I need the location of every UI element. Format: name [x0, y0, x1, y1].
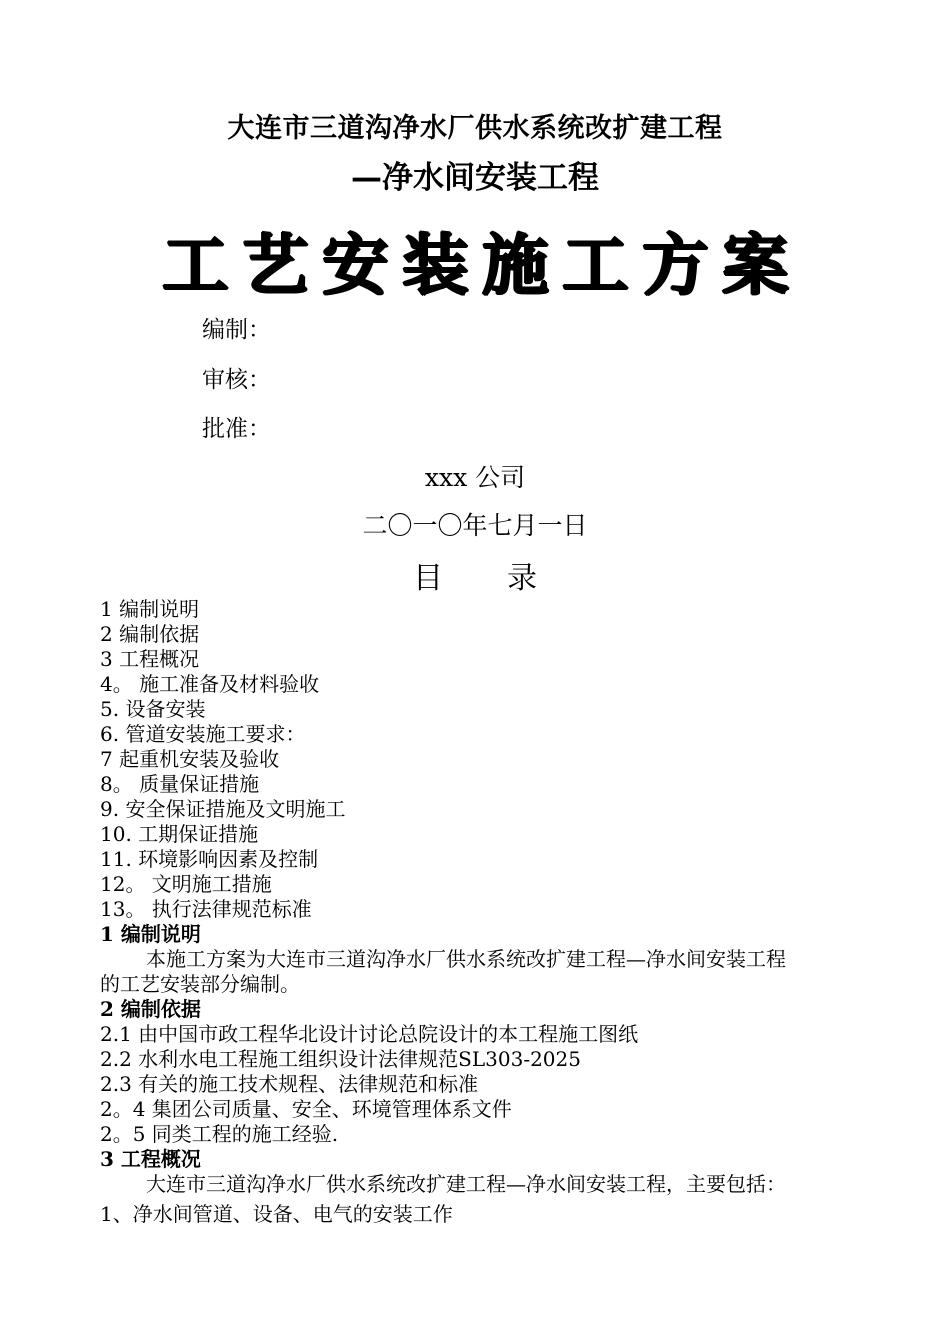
paragraph-line: 本施工方案为大连市三道沟净水厂供水系统改扩建工程—净水间安装工程	[146, 947, 786, 971]
paragraph-line: 大连市三道沟净水厂供水系统改扩建工程—净水间安装工程，主要包括：	[146, 1172, 786, 1196]
toc-title-right: 录	[507, 561, 537, 596]
list-item: 2.1 由中国市政工程华北设计讨论总院设计的本工程施工图纸	[100, 1022, 639, 1046]
toc-title-left: 目	[413, 561, 443, 596]
toc-item: 4。 施工准备及材料验收	[100, 672, 320, 696]
section-heading: 3 工程概况	[100, 1147, 201, 1171]
toc-item: 7 起重机安装及验收	[100, 747, 280, 771]
sub-title: —净水间安装工程	[351, 160, 599, 196]
document-title: 工艺安装施工方案	[162, 226, 802, 304]
list-item: 1、净水间管道、设备、电气的安装工作	[100, 1202, 453, 1226]
project-title: 大连市三道沟净水厂供水系统改扩建工程	[227, 113, 723, 144]
document-date: 二〇一〇年七月一日	[362, 511, 588, 540]
toc-title	[0, 553, 950, 597]
toc-item: 8。 质量保证措施	[100, 772, 260, 796]
approved-by-label: 批准：	[202, 416, 271, 442]
toc-item: 6. 管道安装施工要求：	[100, 722, 306, 746]
toc-item: 9. 安全保证措施及文明施工	[100, 797, 346, 821]
toc-item: 12。 文明施工措施	[100, 872, 272, 896]
reviewed-by-label: 审核：	[202, 367, 271, 393]
list-item: 2.2 水利水电工程施工组织设计法律规范SL303-2025	[100, 1047, 581, 1071]
list-item: 2.3 有关的施工技术规程、法律规范和标准	[100, 1072, 479, 1096]
section-heading: 2 编制依据	[100, 997, 201, 1021]
toc-item: 3 工程概况	[100, 647, 200, 671]
toc-item: 13。 执行法律规范标准	[100, 897, 312, 921]
toc-item: 11. 环境影响因素及控制	[100, 847, 319, 871]
list-item: 2。5 同类工程的施工经验.	[100, 1122, 339, 1146]
toc-item: 5. 设备安装	[100, 697, 206, 721]
paragraph-line: 的工艺安装部分编制。	[100, 972, 300, 996]
compiled-by-label: 编制：	[202, 317, 271, 343]
list-item: 2。4 集团公司质量、安全、环境管理体系文件	[100, 1097, 512, 1121]
section-heading: 1 编制说明	[100, 922, 201, 946]
toc-item: 10. 工期保证措施	[100, 822, 259, 846]
company-name: xxx 公司	[424, 463, 526, 492]
toc-item: 2 编制依据	[100, 622, 200, 646]
toc-item: 1 编制说明	[100, 597, 200, 621]
